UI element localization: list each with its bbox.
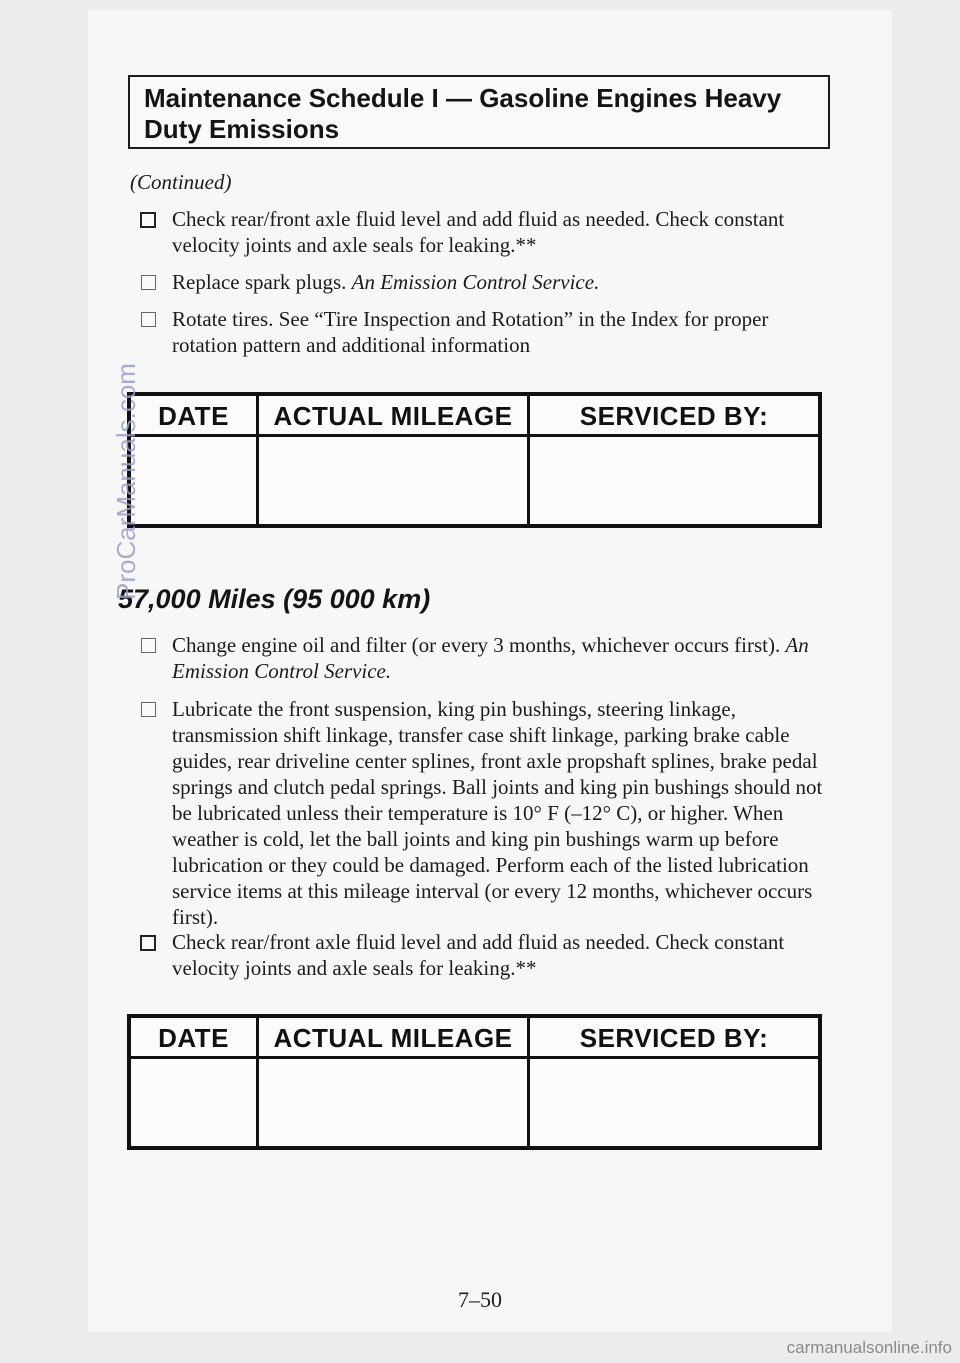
footer-watermark: carmanualsonline.info <box>786 1338 952 1357</box>
checkbox-icon[interactable] <box>140 935 156 951</box>
checkbox-icon[interactable] <box>141 275 156 290</box>
item-text: Lubricate the front suspension, king pin bushings, steering linkage, transmission shift linkage, transfer case shift linkage, parking brake cable guides, rear driveline center splines, front axle propshaft splines, brake pedal springs and clutch pedal springs. Ball joints and king pin bushings should not be lubricated unless their temperature is 10° F (–12° C), or higher. When weather is cold, let the ball joints and king pin bushings warm up before lubrication or they could be damaged. Perform each of the listed lubrication service items at this mileage interval (or every 12 months, whichever occurs first). <box>172 697 823 929</box>
header-actual-mileage: ACTUAL MILEAGE <box>273 401 513 431</box>
service-record-table <box>127 1014 822 1150</box>
item-text: Check rear/front axle fluid level and add fluid as needed. Check constant velocity joints and axle seals for leaking.** <box>172 207 785 257</box>
header-actual-mileage: ACTUAL MILEAGE <box>273 1023 513 1053</box>
item-text: Check rear/front axle fluid level and add fluid as needed. Check constant velocity joints and axle seals for leaking.** <box>172 930 785 980</box>
header-date: DATE <box>158 401 229 431</box>
header-serviced-by: SERVICED BY: <box>579 401 769 431</box>
checklist-item-axle-fluid <box>172 206 832 258</box>
schedule-title-line2: Duty Emissions <box>144 114 340 144</box>
schedule-header-box <box>128 75 830 149</box>
section-title-57000: 57,000 Miles (95 000 km) <box>118 584 431 614</box>
item-text-italic: An Emission Control Service. <box>351 270 600 294</box>
continued-label: (Continued) <box>130 170 232 194</box>
header-date: DATE <box>158 1023 229 1053</box>
checklist-item-spark-plugs <box>172 269 832 295</box>
page-number: 7–50 <box>458 1287 502 1312</box>
header-serviced-by: SERVICED BY: <box>579 1023 769 1053</box>
checklist-item-lubricate <box>172 696 832 930</box>
item-text-italic: An Emission Control Service. <box>172 633 809 683</box>
checkbox-icon[interactable] <box>141 638 156 653</box>
checkbox-icon[interactable] <box>141 312 156 327</box>
service-record-table <box>127 392 822 528</box>
item-text: Rotate tires. See “Tire Inspection and Rotation” in the Index for proper rotation pattern and additional information <box>172 307 769 357</box>
schedule-title-line1: Maintenance Schedule I — Gasoline Engines Heavy <box>144 83 782 113</box>
side-watermark <box>106 560 146 600</box>
item-text: Change engine oil and filter (or every 3 months, whichever occurs first). <box>172 633 786 657</box>
checkbox-icon[interactable] <box>141 702 156 717</box>
checkbox-icon[interactable] <box>140 212 156 228</box>
checklist-item-oil-change <box>172 632 832 684</box>
checklist-item-axle-fluid-2 <box>172 929 832 981</box>
item-text: Replace spark plugs. <box>172 270 352 294</box>
checklist-item-rotate-tires <box>172 306 832 358</box>
